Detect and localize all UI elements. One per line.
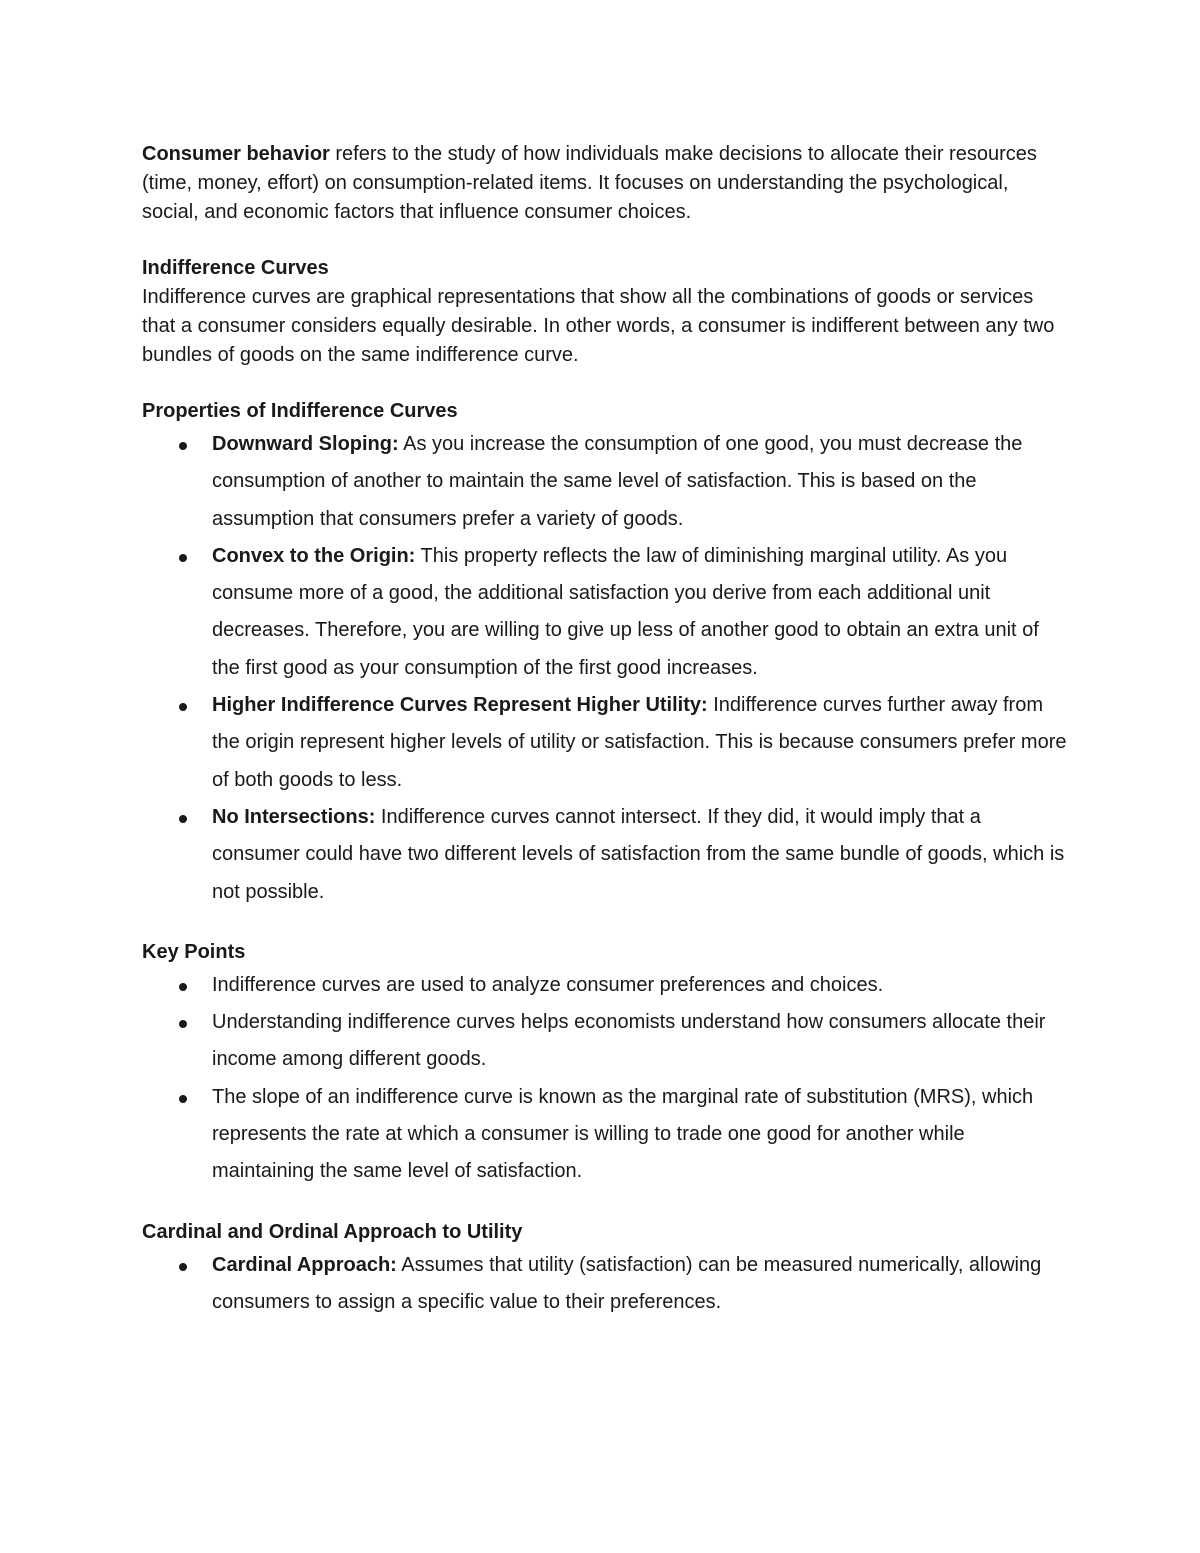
approach-text: Assumes that utility (satisfaction) can be measured numerically, allowing consumers to assign a specific value to their preferences.	[212, 1253, 1042, 1313]
property-text: As you increase the consumption of one good, you must decrease the consumption of another to maintain the same level of satisfaction. This is based on the assumption that consumers prefer a variety of goods.	[212, 433, 1023, 530]
approach-heading: Cardinal and Ordinal Approach to Utility	[142, 1220, 523, 1243]
bullet-icon	[179, 442, 187, 450]
list-item	[142, 799, 1067, 911]
property-text: Indifference curves further away from the origin represent higher levels of utility or satisfaction. This is because consumers prefer more of both goods to less.	[212, 694, 1067, 791]
bullet-icon	[179, 983, 187, 991]
approach-term: Cardinal Approach:	[212, 1253, 397, 1276]
bullet-icon	[179, 703, 187, 711]
bullet-icon	[179, 1263, 187, 1271]
property-term: Convex to the Origin:	[212, 544, 416, 567]
intro-paragraph	[142, 140, 1067, 227]
indifference-paragraph: Indifference curves are graphical representations that show all the combinations of goods or services that a consumer considers equally desirable. In other words, a consumer is indifferent between any two bundles of goods on the same indifference curve.	[142, 286, 1055, 366]
document-page	[142, 140, 1067, 1321]
intro-term: Consumer behavior	[142, 143, 330, 165]
key-point-text: Indifference curves are used to analyze consumer preferences and choices.	[212, 973, 884, 996]
list-item	[142, 1247, 1067, 1322]
key-points-heading: Key Points	[142, 940, 246, 963]
bullet-icon	[179, 815, 187, 823]
property-text: This property reflects the law of diminishing marginal utility. As you consume more of a good, the additional satisfaction you derive from each additional unit decreases. Therefore, you are willing to give up less of another good to obtain an extra unit of the first good as your consumption of the first good increases.	[212, 544, 1039, 679]
list-item	[142, 426, 1067, 538]
intro-text: refers to the study of how individuals make decisions to allocate their resources (time, money, effort) on consumption-related items. It focuses on understanding the psychological, social, and economic factors that influence consumer choices.	[142, 143, 1037, 223]
property-text: Indifference curves cannot intersect. If they did, it would imply that a consumer could have two different levels of satisfaction from the same bundle of goods, which is not possible.	[212, 805, 1065, 903]
list-item	[142, 1079, 1067, 1191]
properties-list	[142, 426, 1067, 911]
property-term: Downward Sloping:	[212, 433, 399, 455]
bullet-icon	[179, 554, 187, 562]
list-item	[142, 1004, 1067, 1079]
property-term: Higher Indifference Curves Represent Higher Utility:	[212, 694, 708, 717]
bullet-icon	[179, 1095, 187, 1103]
list-item	[142, 538, 1067, 687]
bullet-icon	[179, 1020, 187, 1028]
key-points-list	[142, 967, 1067, 1191]
properties-heading: Properties of Indifference Curves	[142, 400, 458, 422]
key-point-text: Understanding indifference curves helps economists understand how consumers allocate their income among different goods.	[212, 1011, 1046, 1071]
list-item	[142, 687, 1067, 799]
list-item	[142, 967, 1067, 1004]
indifference-heading: Indifference Curves	[142, 257, 329, 279]
key-point-text: The slope of an indifference curve is known as the marginal rate of substitution (MRS), which represents the rate at which a consumer is willing to trade one good for another while maintaining the same level of satisfaction.	[212, 1085, 1034, 1183]
property-term: No Intersections:	[212, 805, 376, 828]
approach-list	[142, 1247, 1067, 1322]
